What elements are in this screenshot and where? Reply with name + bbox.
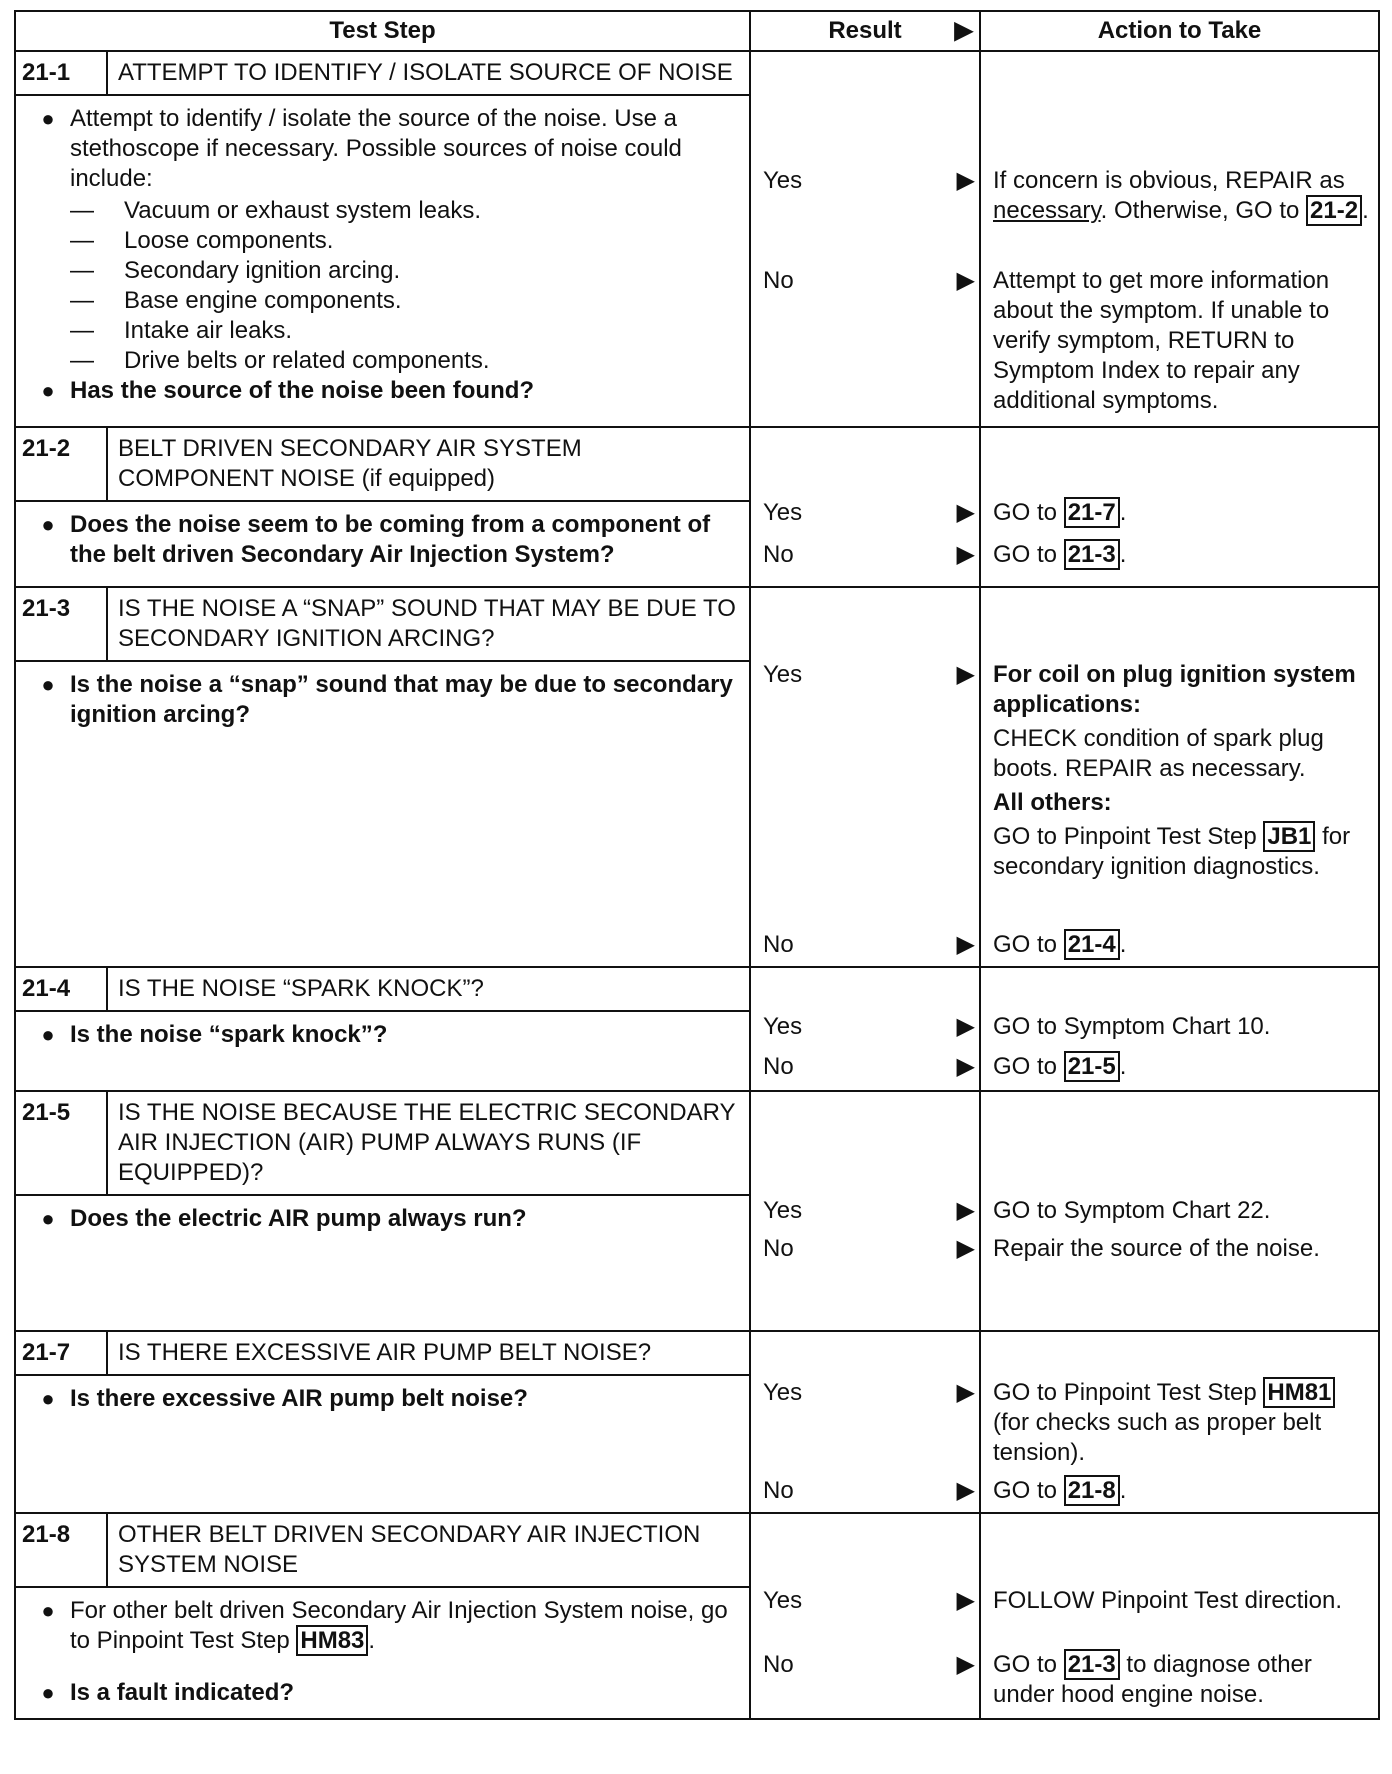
step-cell <box>15 427 750 587</box>
action-yes: GO to Symptom Chart 10. <box>993 1013 1271 1040</box>
bullet-icon: ● <box>41 672 55 697</box>
step-body <box>16 662 749 740</box>
action-text: GO to Pinpoint Test Step <box>993 1379 1264 1406</box>
bullet-icon: ● <box>41 106 55 131</box>
action-text <box>993 822 1374 882</box>
step-heading: IS THE NOISE “SPARK KNOCK”? <box>118 975 484 1002</box>
action-text: . Otherwise, GO to <box>1100 197 1307 224</box>
sub-item <box>70 196 739 226</box>
result-cell <box>750 51 980 427</box>
step-number: 21-2 <box>16 428 108 500</box>
step-cell <box>15 1513 750 1719</box>
question-item <box>26 376 739 406</box>
step-number: 21-4 <box>16 968 108 1010</box>
action-text: to diagnose other under hood engine noise. <box>993 1651 1312 1708</box>
bullet-icon: ● <box>41 1022 55 1047</box>
sub-text: Intake air leaks. <box>124 317 293 344</box>
action-yes: GO to 21-7 . <box>993 499 1127 526</box>
action-text: for secondary ignition diagnostics. <box>993 823 1351 880</box>
question-text: Does the electric AIR pump always run? <box>70 1205 527 1232</box>
result-no: No <box>763 267 794 294</box>
table-row <box>15 1331 1379 1513</box>
sub-item <box>70 226 739 256</box>
question-item <box>26 670 739 730</box>
arrow-icon: ▶ <box>956 541 975 568</box>
header-result <box>750 11 980 51</box>
arrow-icon: ▶ <box>956 499 975 526</box>
pinpoint-ref-link[interactable]: JB1 <box>1263 821 1315 852</box>
action-text: GO to <box>993 1053 1064 1080</box>
step-heading: IS THE NOISE BECAUSE THE ELECTRIC SECONDARY AIR INJECTION (AIR) PUMP ALWAYS RUNS (IF EQUIPPED)? <box>118 1099 736 1186</box>
action-text: GO to Pinpoint Test Step <box>993 823 1264 850</box>
question-item <box>26 1204 739 1234</box>
step-ref-link[interactable]: 21-7 <box>1064 497 1120 528</box>
result-cell <box>750 1331 980 1513</box>
question-text: Does the noise seem to be coming from a component of the belt driven Secondary Air Injection System? <box>70 511 711 568</box>
sub-text: Base engine components. <box>124 287 402 314</box>
result-cell <box>750 1513 980 1719</box>
arrow-icon: ▶ <box>956 1013 975 1040</box>
dash-icon: — <box>70 347 94 374</box>
step-body <box>16 96 749 416</box>
action-text: GO to <box>993 1477 1064 1504</box>
bullet-icon: ● <box>41 378 55 403</box>
step-heading: ATTEMPT TO IDENTIFY / ISOLATE SOURCE OF NOISE <box>118 59 733 86</box>
question-item <box>26 1384 739 1414</box>
bullet-icon: ● <box>41 1206 55 1231</box>
arrow-icon: ▶ <box>956 1197 975 1224</box>
table-row <box>15 51 1379 427</box>
bullet-icon: ● <box>41 1386 55 1411</box>
table-header-row <box>15 11 1379 51</box>
step-number: 21-5 <box>16 1092 108 1194</box>
spacer <box>26 1658 739 1678</box>
action-text: (for checks such as proper belt tension). <box>993 1409 1322 1466</box>
dash-icon: — <box>70 197 94 224</box>
action-no: GO to 21-8 . <box>993 1477 1127 1504</box>
result-no: No <box>763 931 794 958</box>
step-ref-link[interactable]: 21-3 <box>1064 539 1120 570</box>
sub-item <box>70 346 739 376</box>
action-text: If concern is obvious, REPAIR as <box>993 167 1345 194</box>
result-yes: Yes <box>763 499 803 526</box>
result-yes: Yes <box>763 1013 803 1040</box>
sub-text: Vacuum or exhaust system leaks. <box>124 197 482 224</box>
result-cell <box>750 967 980 1091</box>
sub-item <box>70 286 739 316</box>
question-text: Has the source of the noise been found? <box>70 377 535 404</box>
action-yes: GO to Symptom Chart 22. <box>993 1197 1271 1224</box>
result-yes: Yes <box>763 167 803 194</box>
table-row <box>15 1513 1379 1719</box>
result-no: No <box>763 1477 794 1504</box>
action-no: Repair the source of the noise. <box>993 1235 1320 1262</box>
step-cell <box>15 1091 750 1331</box>
step-title <box>16 588 749 662</box>
sub-item <box>70 316 739 346</box>
sub-text: Loose components. <box>124 227 334 254</box>
action-no: GO to 21-4 . <box>993 931 1127 958</box>
step-body <box>16 1196 749 1244</box>
pinpoint-ref-link[interactable]: HM81 <box>1263 1377 1335 1408</box>
step-ref-link[interactable]: 21-8 <box>1064 1475 1120 1506</box>
result-cell <box>750 587 980 967</box>
step-title <box>16 968 749 1012</box>
sub-text: Drive belts or related components. <box>124 347 490 374</box>
action-yes: FOLLOW Pinpoint Test direction. <box>993 1587 1343 1614</box>
step-title <box>16 428 749 502</box>
step-number: 21-1 <box>16 52 108 94</box>
arrow-icon: ▶ <box>956 661 975 688</box>
step-title <box>16 52 749 96</box>
step-number: 21-7 <box>16 1332 108 1374</box>
result-no: No <box>763 1053 794 1080</box>
arrow-icon: ▶ <box>956 1477 975 1504</box>
question-item <box>26 510 739 570</box>
header-action: Action to Take <box>980 11 1379 51</box>
action-no <box>993 1650 1374 1710</box>
step-title <box>16 1092 749 1196</box>
dash-icon: — <box>70 317 94 344</box>
action-text: GO to <box>993 499 1064 526</box>
result-yes: Yes <box>763 661 803 688</box>
question-item <box>26 1020 739 1050</box>
question-text: Is the noise a “snap” sound that may be due to secondary ignition arcing? <box>70 671 733 728</box>
step-body <box>16 1012 749 1060</box>
step-ref-link[interactable]: 21-5 <box>1064 1051 1120 1082</box>
step-heading: IS THERE EXCESSIVE AIR PUMP BELT NOISE? <box>118 1339 652 1366</box>
step-heading: BELT DRIVEN SECONDARY AIR SYSTEM COMPONENT NOISE (if equipped) <box>118 435 582 492</box>
action-cell <box>980 967 1379 1091</box>
step-ref-link[interactable]: 21-2 <box>1306 195 1362 226</box>
bullet-item <box>26 104 739 194</box>
dash-icon: — <box>70 287 94 314</box>
bullet-icon: ● <box>41 512 55 537</box>
arrow-icon: ▶ <box>956 1053 975 1080</box>
step-ref-link[interactable]: 21-4 <box>1064 929 1120 960</box>
action-text: necessary <box>993 197 1101 224</box>
dash-icon: — <box>70 227 94 254</box>
action-no: GO to 21-3 . <box>993 541 1127 568</box>
step-cell <box>15 587 750 967</box>
action-subheading: For coil on plug ignition system applications: <box>993 661 1356 718</box>
result-yes: Yes <box>763 1587 803 1614</box>
bullet-item <box>26 1596 739 1656</box>
bullet-text: For other belt driven Secondary Air Injection System noise, go to Pinpoint Test Step HM83 . <box>70 1597 728 1654</box>
result-no: No <box>763 1235 794 1262</box>
step-number: 21-8 <box>16 1514 108 1586</box>
action-text: GO to <box>993 1651 1064 1678</box>
header-result-label: Result <box>828 17 902 44</box>
action-cell <box>980 1091 1379 1331</box>
pinpoint-test-table <box>14 10 1380 1720</box>
arrow-icon: ▶ <box>956 1651 975 1678</box>
sub-item <box>70 256 739 286</box>
arrow-icon: ▶ <box>954 17 973 44</box>
arrow-icon: ▶ <box>956 1379 975 1406</box>
action-text: GO to <box>993 931 1064 958</box>
header-test-step: Test Step <box>15 11 750 51</box>
arrow-icon: ▶ <box>956 1235 975 1262</box>
arrow-icon: ▶ <box>956 167 975 194</box>
bullet-text: Attempt to identify / isolate the source of the noise. Use a stethoscope if necessary. Possible sources of noise could include: <box>70 105 682 192</box>
step-ref-link[interactable]: 21-3 <box>1064 1649 1120 1680</box>
step-number: 21-3 <box>16 588 108 660</box>
bullet-text-part: For other belt driven Secondary Air Injection System noise, go to Pinpoint Test Step <box>70 1597 728 1654</box>
step-heading: IS THE NOISE A “SNAP” SOUND THAT MAY BE DUE TO SECONDARY IGNITION ARCING? <box>118 595 736 652</box>
bullet-icon: ● <box>41 1598 55 1623</box>
action-cell <box>980 587 1379 967</box>
table-row <box>15 587 1379 967</box>
step-cell <box>15 967 750 1091</box>
arrow-icon: ▶ <box>956 1587 975 1614</box>
table-row <box>15 427 1379 587</box>
action-cell <box>980 1513 1379 1719</box>
dash-icon: — <box>70 257 94 284</box>
step-heading: OTHER BELT DRIVEN SECONDARY AIR INJECTION SYSTEM NOISE <box>118 1521 701 1578</box>
step-cell <box>15 1331 750 1513</box>
action-cell <box>980 51 1379 427</box>
action-no: GO to 21-5 . <box>993 1053 1127 1080</box>
step-cell <box>15 51 750 427</box>
step-title <box>16 1332 749 1376</box>
action-text: GO to <box>993 541 1064 568</box>
result-yes: Yes <box>763 1197 803 1224</box>
result-no: No <box>763 1651 794 1678</box>
arrow-icon: ▶ <box>956 931 975 958</box>
question-item <box>26 1678 739 1708</box>
result-yes: Yes <box>763 1379 803 1406</box>
action-subheading: All others: <box>993 789 1112 816</box>
action-yes: If concern is obvious, REPAIR as necessary. Otherwise, GO to 21-2 . <box>993 167 1369 224</box>
bullet-icon: ● <box>41 1680 55 1705</box>
question-text: Is there excessive AIR pump belt noise? <box>70 1385 528 1412</box>
sub-text: Secondary ignition arcing. <box>124 257 401 284</box>
question-text: Is the noise “spark knock”? <box>70 1021 388 1048</box>
step-body <box>16 1376 749 1424</box>
action-cell <box>980 1331 1379 1513</box>
table-row <box>15 1091 1379 1331</box>
action-cell <box>980 427 1379 587</box>
result-cell <box>750 427 980 587</box>
table-row <box>15 967 1379 1091</box>
pinpoint-ref-link[interactable]: HM83 <box>296 1625 368 1656</box>
result-no: No <box>763 541 794 568</box>
result-cell <box>750 1091 980 1331</box>
action-yes <box>993 1378 1374 1468</box>
arrow-icon: ▶ <box>956 267 975 294</box>
step-title <box>16 1514 749 1588</box>
action-text: CHECK condition of spark plug boots. REPAIR as necessary. <box>993 725 1324 782</box>
action-yes <box>993 660 1374 882</box>
step-body <box>16 502 749 580</box>
action-no: Attempt to get more information about the symptom. If unable to verify symptom, RETURN to Symptom Index to repair any additional symptoms. <box>993 267 1330 414</box>
question-text: Is a fault indicated? <box>70 1679 295 1706</box>
step-body <box>16 1588 749 1718</box>
